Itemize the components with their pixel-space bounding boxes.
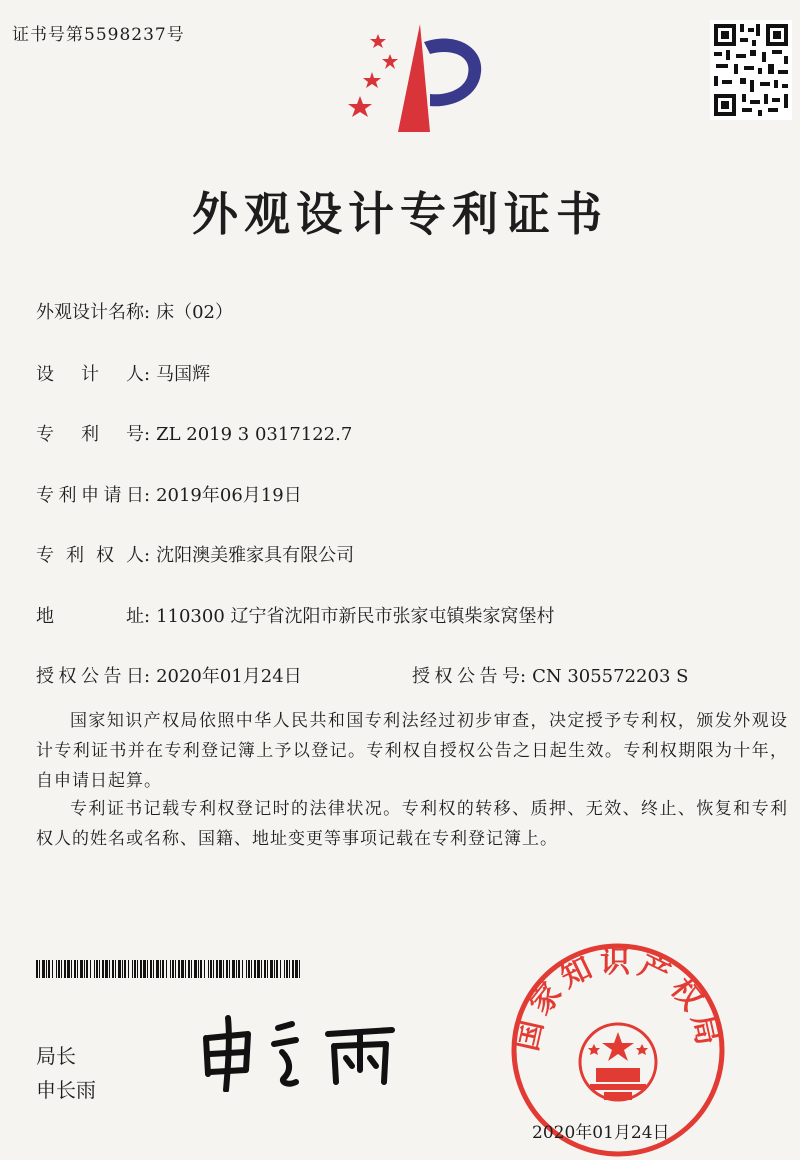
field-value: CN 305572203 S bbox=[532, 666, 689, 687]
field-value: 马国辉 bbox=[156, 364, 211, 385]
field-designer: 设计人: 马国辉 bbox=[36, 360, 210, 386]
field-grant-date: 授权公告日: 2020年01月24日 bbox=[36, 662, 302, 688]
certificate-title: 外观设计专利证书 bbox=[192, 187, 608, 241]
field-value: 110300 辽宁省沈阳市新民市张家屯镇柴家窝堡村 bbox=[156, 606, 555, 627]
paragraph-legal-status: 专利证书记载专利权登记时的法律状况。专利权的转移、质押、无效、终止、恢复和专利权人的姓名或名称、国籍、地址变更等事项记载在专利登记簿上。 bbox=[36, 799, 788, 849]
field-application-date: 专利申请日: 2019年06月19日 bbox=[36, 481, 302, 507]
field-value: ZL 2019 3 0317122.7 bbox=[156, 424, 353, 445]
seal-text: 国家知识产权局 bbox=[509, 945, 727, 1055]
field-label: 授权公告号 bbox=[412, 666, 520, 687]
certificate-number: 证书号第5598237号 bbox=[12, 25, 185, 45]
paragraph-grant-notice: 国家知识产权局依照中华人民共和国专利法经过初步审查，决定授予专利权，颁发外观设计专利证书并在专利登记簿上予以登记。专利权自授权公告之日起生效。专利权期限为十年，自申请日起算。 bbox=[36, 711, 788, 791]
qr-code bbox=[710, 20, 792, 120]
field-label: 专利号 bbox=[36, 424, 144, 445]
field-label: 专利申请日 bbox=[36, 485, 144, 506]
field-address: 地址: 110300 辽宁省沈阳市新民市张家屯镇柴家窝堡村 bbox=[36, 602, 555, 628]
seal-date: 2020年01月24日 bbox=[532, 1123, 670, 1143]
field-patentee: 专利权人: 沈阳澳美雅家具有限公司 bbox=[36, 541, 354, 567]
field-value: 沈阳澳美雅家具有限公司 bbox=[156, 545, 355, 566]
signatory-title: 局长 bbox=[36, 1044, 76, 1068]
field-design-name: 外观设计名称: 床（02） bbox=[36, 298, 233, 324]
field-label: 地址 bbox=[36, 606, 144, 627]
patent-office-emblem bbox=[338, 14, 498, 134]
field-grant-publication-number: 授权公告号: CN 305572203 S bbox=[412, 662, 688, 688]
field-value: 2020年01月24日 bbox=[156, 666, 302, 687]
field-label: 授权公告日 bbox=[36, 666, 144, 687]
field-value: 2019年06月19日 bbox=[156, 485, 302, 506]
barcode bbox=[36, 960, 304, 978]
signatory-name: 申长雨 bbox=[36, 1078, 96, 1102]
field-label: 设计人 bbox=[36, 364, 144, 385]
field-patent-number: 专利号: ZL 2019 3 0317122.7 bbox=[36, 420, 352, 446]
field-label: 专利权人 bbox=[36, 545, 144, 566]
handwritten-signature bbox=[196, 1008, 416, 1092]
field-value: 床（02） bbox=[156, 302, 233, 323]
field-label: 外观设计名称 bbox=[36, 302, 144, 323]
